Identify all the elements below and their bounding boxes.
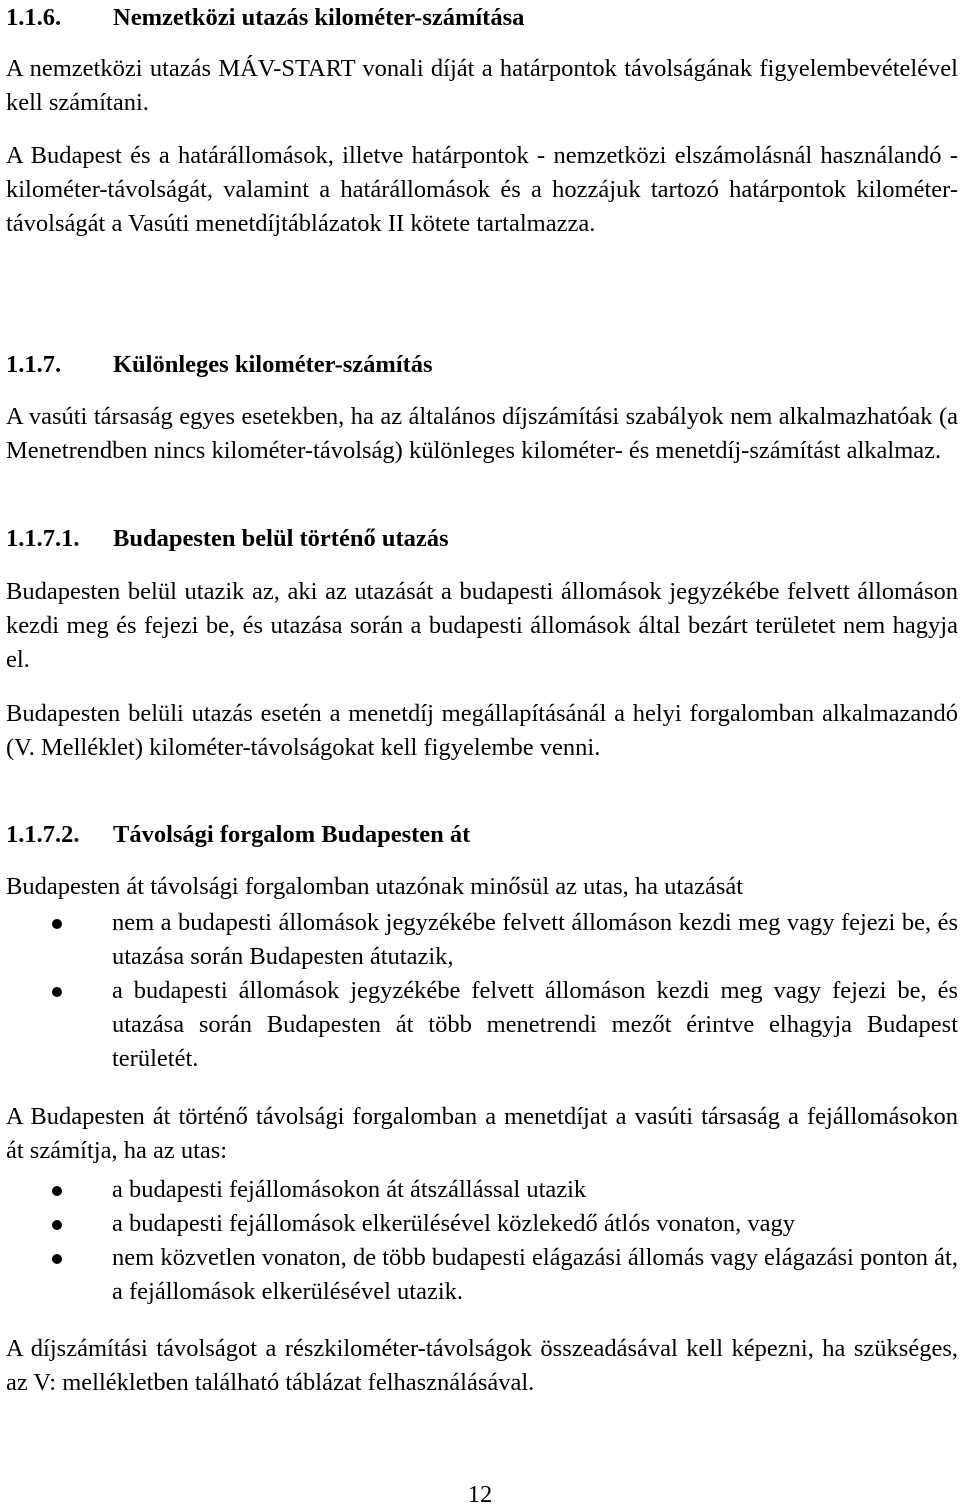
- section-heading-1-1-7-1: [6, 522, 449, 556]
- section-heading-1-1-7: [6, 348, 433, 382]
- bullet-list: [6, 906, 958, 1076]
- list-item: [6, 1207, 958, 1241]
- list-item-text: a budapesti fejállomások elkerülésével közlekedő átlós vonaton, vagy: [112, 1210, 796, 1237]
- section-heading-1-1-7-2: [6, 818, 470, 852]
- section-number: 1.1.6.: [6, 4, 62, 31]
- section-heading-1-1-6: [6, 1, 524, 35]
- bullet-icon: [52, 919, 62, 929]
- section-title: Budapesten belül történő utazás: [113, 525, 449, 552]
- paragraph: A vasúti társaság egyes esetekben, ha az általános díjszámítási szabályok nem alkalmazhatóak (a Menetrendben nincs kilométer-távolság) különleges kilométer- és menetdíj-számítást alkalmaz.: [6, 403, 958, 464]
- list-item-text: a budapesti fejállomásokon át átszállással utazik: [112, 1176, 587, 1203]
- section-title: Különleges kilométer-számítás: [113, 351, 433, 378]
- bullet-icon: [52, 1220, 62, 1230]
- paragraph: A Budapest és a határállomások, illetve határpontok - nemzetközi elszámolásnál használandó - kilométer-távolságát, valamint a határállomások és a hozzájuk tartozó határpontok kilométer-távolságát a Vasúti menetdíjtáblázatok II kötete tartalmazza.: [6, 142, 958, 237]
- section-title: Távolsági forgalom Budapesten át: [113, 821, 471, 848]
- bullet-icon: [52, 1254, 62, 1264]
- bullet-list: [6, 1173, 958, 1309]
- section-number: 1.1.7.2.: [6, 821, 80, 848]
- list-item: [6, 1241, 958, 1309]
- list-item-text: nem a budapesti állomások jegyzékébe felvett állomáson kezdi meg vagy fejezi be, és utazása során Budapesten átutazik,: [112, 909, 958, 970]
- list-item: [6, 974, 958, 1076]
- paragraph: A díjszámítási távolságot a részkilométer-távolságok összeadásával kell képezni, ha szükséges, az V: mellékletben található táblázat felhasználásával.: [6, 1335, 958, 1396]
- section-number: 1.1.7.: [6, 351, 62, 378]
- list-item: [6, 906, 958, 974]
- page-number: 12: [467, 1481, 493, 1508]
- section-number: 1.1.7.1.: [6, 525, 80, 552]
- paragraph: A Budapesten át történő távolsági forgalomban a menetdíjat a vasúti társaság a fejállomásokon át számítja, ha az utas:: [6, 1103, 958, 1164]
- paragraph: A nemzetközi utazás MÁV-START vonali díját a határpontok távolságának figyelembevételével kell számítani.: [6, 55, 958, 116]
- bullet-icon: [52, 987, 62, 997]
- paragraph: Budapesten belüli utazás esetén a menetdíj megállapításánál a helyi forgalomban alkalmazandó (V. Melléklet) kilométer-távolságokat kell figyelembe venni.: [6, 700, 958, 761]
- bullet-icon: [52, 1186, 62, 1196]
- paragraph: Budapesten belül utazik az, aki az utazását a budapesti állomások jegyzékébe felvett állomáson kezdi meg és fejezi be, és utazása során a budapesti állomások által bezárt területet nem hagyja el.: [6, 578, 958, 673]
- list-item-text: nem közvetlen vonaton, de több budapesti elágazási állomás vagy elágazási ponton át, a fejállomások elkerülésével utazik.: [112, 1244, 958, 1305]
- list-item-text: a budapesti állomások jegyzékébe felvett állomáson kezdi meg vagy fejezi be, és utazása során Budapesten át több menetrendi mezőt érintve elhagyja Budapest területét.: [112, 977, 958, 1072]
- list-item: [6, 1173, 958, 1207]
- section-title: Nemzetközi utazás kilométer-számítása: [113, 4, 525, 31]
- paragraph: Budapesten át távolsági forgalomban utazónak minősül az utas, ha utazását: [6, 873, 744, 900]
